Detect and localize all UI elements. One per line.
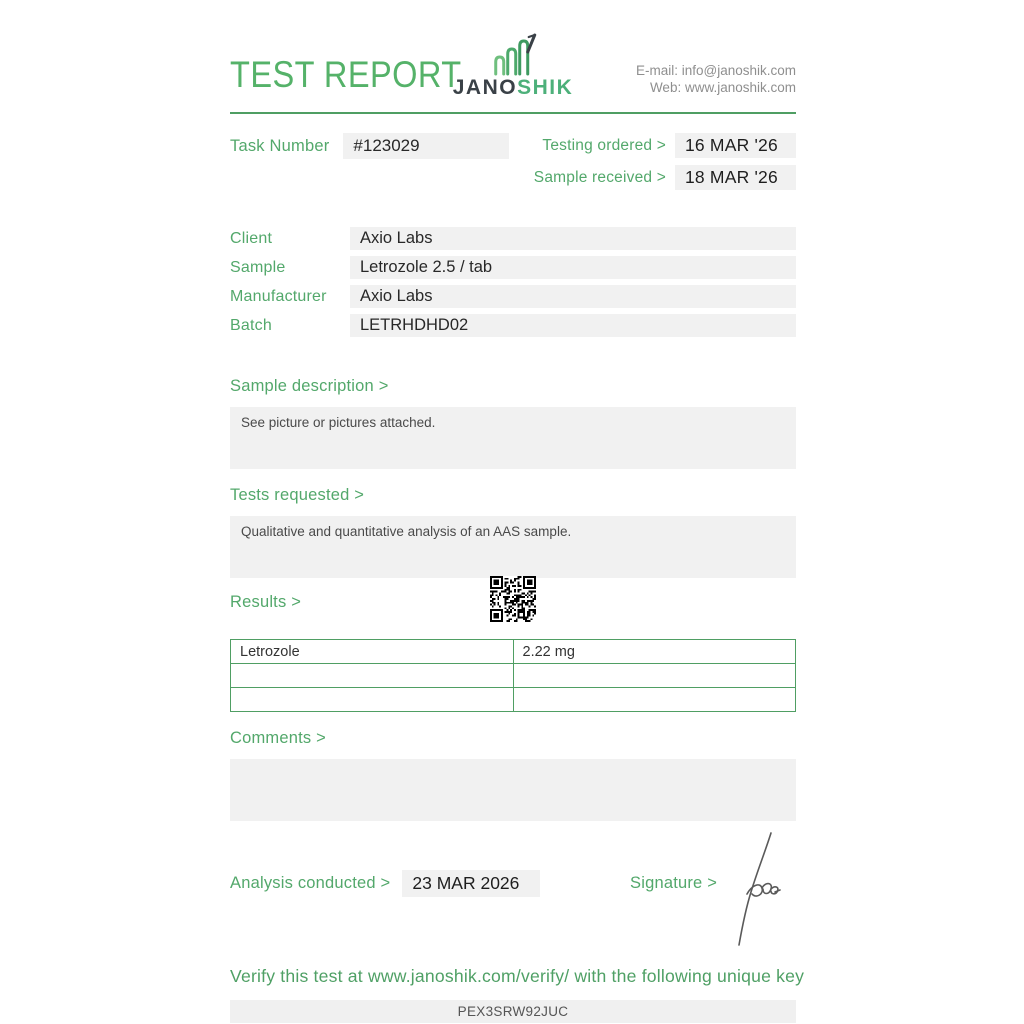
result-name-cell: Letrozole	[231, 640, 514, 664]
client-value: Axio Labs	[350, 227, 796, 250]
testing-ordered-value: 16 MAR '26	[675, 133, 796, 158]
sample-row	[230, 256, 796, 279]
bar-chart-up-icon	[487, 32, 539, 78]
sample-value: Letrozole 2.5 / tab	[350, 256, 796, 279]
sample-received-label: Sample received >	[533, 168, 666, 186]
table-row	[231, 664, 796, 688]
analysis-conducted-value: 23 MAR 2026	[402, 870, 540, 897]
contact-info	[636, 62, 796, 96]
contact-web: Web: www.janoshik.com	[649, 80, 796, 95]
batch-label: Batch	[230, 316, 272, 334]
header-divider	[230, 112, 796, 114]
qr-code	[490, 576, 536, 622]
batch-value: LETRHDHD02	[350, 314, 796, 337]
sample-description-box: See picture or pictures attached.	[230, 407, 796, 469]
manufacturer-label: Manufacturer	[230, 287, 327, 305]
logo-word-dark: JANO	[452, 76, 518, 99]
sample-received-value: 18 MAR '26	[675, 165, 796, 190]
analysis-conducted-label: Analysis conducted >	[230, 874, 391, 892]
tests-requested-section	[230, 486, 796, 578]
result-value-cell	[513, 688, 796, 712]
sample-description-label: Sample description >	[230, 377, 389, 395]
manufacturer-row	[230, 285, 796, 308]
results-label: Results >	[230, 593, 302, 611]
comments-section	[230, 729, 796, 821]
result-name-cell	[231, 688, 514, 712]
testing-ordered-label: Testing ordered >	[542, 136, 666, 154]
test-report-document	[230, 0, 805, 1023]
sample-received-row	[534, 165, 796, 190]
contact-email: E-mail: info@janoshik.com	[635, 63, 796, 78]
task-number-group	[230, 133, 509, 159]
logo-word-green: SHIK	[517, 76, 574, 99]
batch-row	[230, 314, 796, 337]
sample-label: Sample	[230, 258, 286, 276]
report-header	[230, 40, 796, 112]
task-dates-row	[230, 133, 796, 190]
logo-wordmark	[453, 76, 574, 100]
verify-text: Verify this test at www.janoshik.com/verify/ with the following unique key	[230, 966, 805, 986]
result-name-cell	[231, 664, 514, 688]
dates-group	[534, 133, 796, 190]
testing-ordered-row	[534, 133, 796, 158]
task-number-label: Task Number	[230, 136, 330, 155]
results-section	[230, 593, 796, 712]
task-number-value: #123029	[343, 133, 509, 159]
page-title: TEST REPORT	[230, 54, 462, 95]
manufacturer-value: Axio Labs	[350, 285, 796, 308]
result-value-cell	[513, 664, 796, 688]
table-row	[231, 688, 796, 712]
tests-requested-label: Tests requested >	[230, 486, 365, 504]
signature-scribble	[725, 830, 783, 948]
comments-label: Comments >	[230, 729, 326, 747]
tests-requested-box: Qualitative and quantitative analysis of an AAS sample.	[230, 516, 796, 578]
results-table	[230, 639, 796, 712]
result-value-cell: 2.22 mg	[513, 640, 796, 664]
signature-label: Signature >	[630, 874, 718, 892]
janoshik-logo	[453, 32, 574, 100]
sample-info-fields	[230, 227, 796, 337]
analysis-signature-row	[230, 870, 796, 897]
comments-box	[230, 759, 796, 821]
table-row	[231, 640, 796, 664]
sample-description-section	[230, 377, 796, 469]
client-label: Client	[230, 229, 273, 247]
unique-key: PEX3SRW92JUC	[230, 1000, 796, 1023]
client-row	[230, 227, 796, 250]
